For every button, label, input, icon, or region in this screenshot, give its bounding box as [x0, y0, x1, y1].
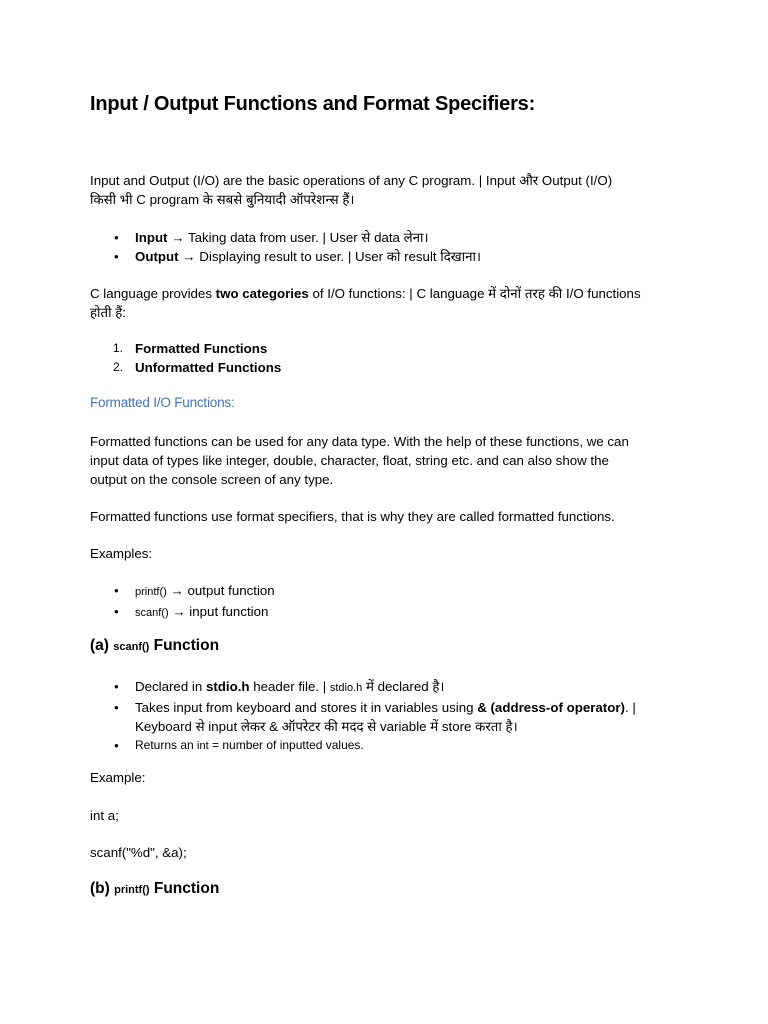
categories-line-2: होती हैं: — [90, 305, 126, 320]
bullet-icon: • — [114, 249, 119, 264]
bullet-icon: • — [114, 583, 119, 598]
code-inline: printf() — [135, 586, 167, 598]
bullet-icon: • — [114, 700, 119, 715]
intro-line-1: Input and Output (I/O) are the basic operations of any C program. | Input और Output (I/O) — [90, 173, 613, 188]
code-line: scanf("%d", &a); — [90, 845, 187, 860]
section-heading-formatted: Formatted I/O Functions: — [90, 395, 235, 410]
category-label: Unformatted Functions — [135, 360, 282, 375]
text-span: Keyboard से input लेकर & ऑपरेटर की मदद से variable में store करता है। — [135, 719, 518, 734]
example-text: → input function — [168, 604, 269, 619]
bullet-icon: • — [114, 679, 119, 694]
list-item — [90, 602, 682, 623]
bullet-icon: • — [114, 230, 119, 245]
categories-numbered-list — [90, 339, 682, 377]
list-number: 1. — [113, 341, 124, 355]
page-title: Input / Output Functions and Format Specifiers: — [90, 93, 536, 115]
text-span: Returns an — [135, 738, 198, 752]
examples-label: Examples: — [90, 546, 153, 561]
list-number: 2. — [113, 360, 124, 374]
code-inline: scanf() — [135, 607, 169, 619]
category-label: Formatted Functions — [135, 341, 268, 356]
heading-code: printf() — [114, 884, 150, 896]
arrow-text: → — [178, 249, 200, 264]
text-span: = number of inputted values. — [208, 738, 364, 752]
bold-text: stdio.h — [205, 679, 250, 694]
text-span: header file. | — [249, 679, 330, 694]
list-item — [90, 358, 682, 377]
list-item — [90, 228, 682, 247]
bold-text: & (address-of operator) — [477, 700, 625, 715]
categories-line-1 — [90, 284, 682, 303]
bullet-text: Taking data from user. | User से data लेना। — [187, 230, 429, 245]
code-inline: stdio.h — [329, 682, 363, 694]
text-span: में declared है। — [362, 679, 445, 694]
examples-bullet-list — [90, 581, 682, 623]
formatted-paragraph — [90, 432, 682, 489]
code-line: int a; — [90, 808, 119, 823]
list-item — [90, 698, 682, 736]
example-text: → output function — [166, 583, 275, 598]
paragraph-line: Formatted functions can be used for any data type. With the help of these functions, we can — [90, 434, 629, 449]
section-heading-scanf — [90, 637, 219, 655]
bullet-text: Displaying result to user. | User को result दिखाना। — [199, 249, 481, 264]
heading-suffix: Function — [149, 637, 220, 654]
example-label: Example: — [90, 770, 146, 785]
list-item — [90, 736, 682, 756]
heading-code: scanf() — [113, 641, 150, 653]
bullet-term: Input — [135, 230, 168, 245]
heading-prefix: (b) — [90, 880, 115, 897]
scanf-bullet-list — [90, 677, 682, 756]
intro-line-2: किसी भी C program के सबसे बुनियादी ऑपरेशन्स हैं। — [90, 192, 355, 207]
heading-prefix: (a) — [90, 637, 114, 654]
list-item — [90, 247, 682, 266]
categories-paragraph — [90, 284, 682, 322]
intro-paragraph — [90, 171, 682, 209]
section-heading-printf — [90, 880, 219, 898]
text-span: . | — [624, 700, 636, 715]
list-item — [90, 677, 682, 698]
text-span: Declared in — [135, 679, 206, 694]
list-item — [90, 581, 682, 602]
arrow-text: → — [167, 230, 188, 245]
bullet-icon: • — [114, 738, 119, 753]
code-inline: int — [197, 740, 209, 752]
text-span: Takes input from keyboard and stores it in variables using — [135, 700, 478, 715]
heading-suffix: Function — [149, 880, 220, 897]
bullet-term: Output — [135, 249, 179, 264]
io-bullet-list — [90, 228, 682, 266]
bullet-icon: • — [114, 604, 119, 619]
text-span: of I/O functions: | C language में दोनों तरह की I/O functions — [308, 286, 641, 301]
list-item — [90, 339, 682, 358]
paragraph-line: input data of types like integer, double, character, float, string etc. and can also show the — [90, 453, 609, 468]
text-span: C language provides — [90, 286, 216, 301]
format-specifier-paragraph: Formatted functions use format specifiers, that is why they are called formatted functions. — [90, 509, 615, 524]
bold-text: two categories — [215, 286, 309, 301]
paragraph-line: output on the console screen of any type. — [90, 472, 334, 487]
